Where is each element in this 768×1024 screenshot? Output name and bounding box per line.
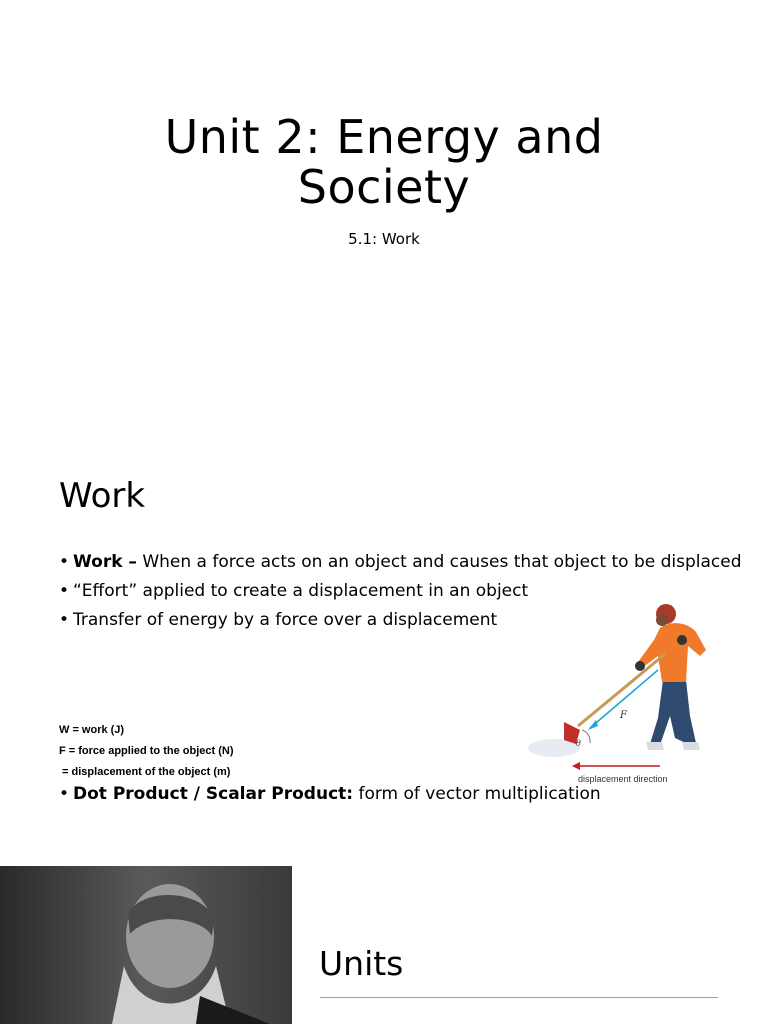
units-divider — [320, 997, 718, 998]
force-arrowhead — [588, 720, 598, 730]
bullet-work-definition: • Work – When a force acts on an object and causes that object to be displaced — [59, 552, 742, 572]
bullet-text: Transfer of energy by a force over a displacement — [73, 610, 498, 630]
bullet-dot-product: • Dot Product / Scalar Product: form of vector multiplication — [59, 784, 601, 804]
bullet-text: “Effort” applied to create a displacement in an object — [73, 581, 529, 601]
force-label: F — [620, 710, 627, 721]
joule-portrait-image — [0, 866, 292, 1024]
displacement-arrowhead — [572, 762, 580, 770]
left-glove — [635, 661, 645, 671]
variable-f: F = force applied to the object (N) — [59, 745, 234, 757]
face — [656, 614, 668, 626]
displacement-label: displacement direction — [578, 774, 668, 784]
dot-product-text: form of vector multiplication — [353, 784, 601, 804]
work-slide — [0, 440, 768, 860]
right-glove — [677, 635, 687, 645]
orange-jacket — [638, 623, 706, 682]
bullet-text: When a force acts on an object and causes that object to be displaced — [136, 552, 742, 572]
variable-d: = displacement of the object (m) — [59, 766, 231, 778]
slide-title — [0, 112, 768, 212]
angle-label: θ — [576, 739, 581, 748]
variable-definitions — [59, 722, 234, 785]
jeans — [650, 680, 696, 745]
units-slide — [0, 866, 768, 1024]
title-line-1: Unit 2: Energy and — [164, 110, 604, 164]
bullet-energy-transfer: • Transfer of energy by a force over a displacement — [59, 610, 498, 630]
dot-product-term: Dot Product / Scalar Product: — [73, 784, 354, 804]
title-line-2: Society — [297, 160, 471, 214]
units-heading: Units — [319, 944, 404, 983]
right-shoe — [682, 742, 700, 750]
bullet-effort: • “Effort” applied to create a displacement in an object — [59, 581, 529, 601]
snow-shovel-figure — [520, 598, 720, 794]
work-heading: Work — [59, 476, 146, 516]
bullet-bold-term: Work – — [73, 552, 137, 572]
left-shoe — [646, 742, 664, 750]
variable-w: W = work (J) — [59, 724, 125, 736]
angle-arc — [582, 730, 590, 743]
slide-subtitle: 5.1: Work — [348, 230, 420, 248]
title-slide — [0, 0, 768, 432]
